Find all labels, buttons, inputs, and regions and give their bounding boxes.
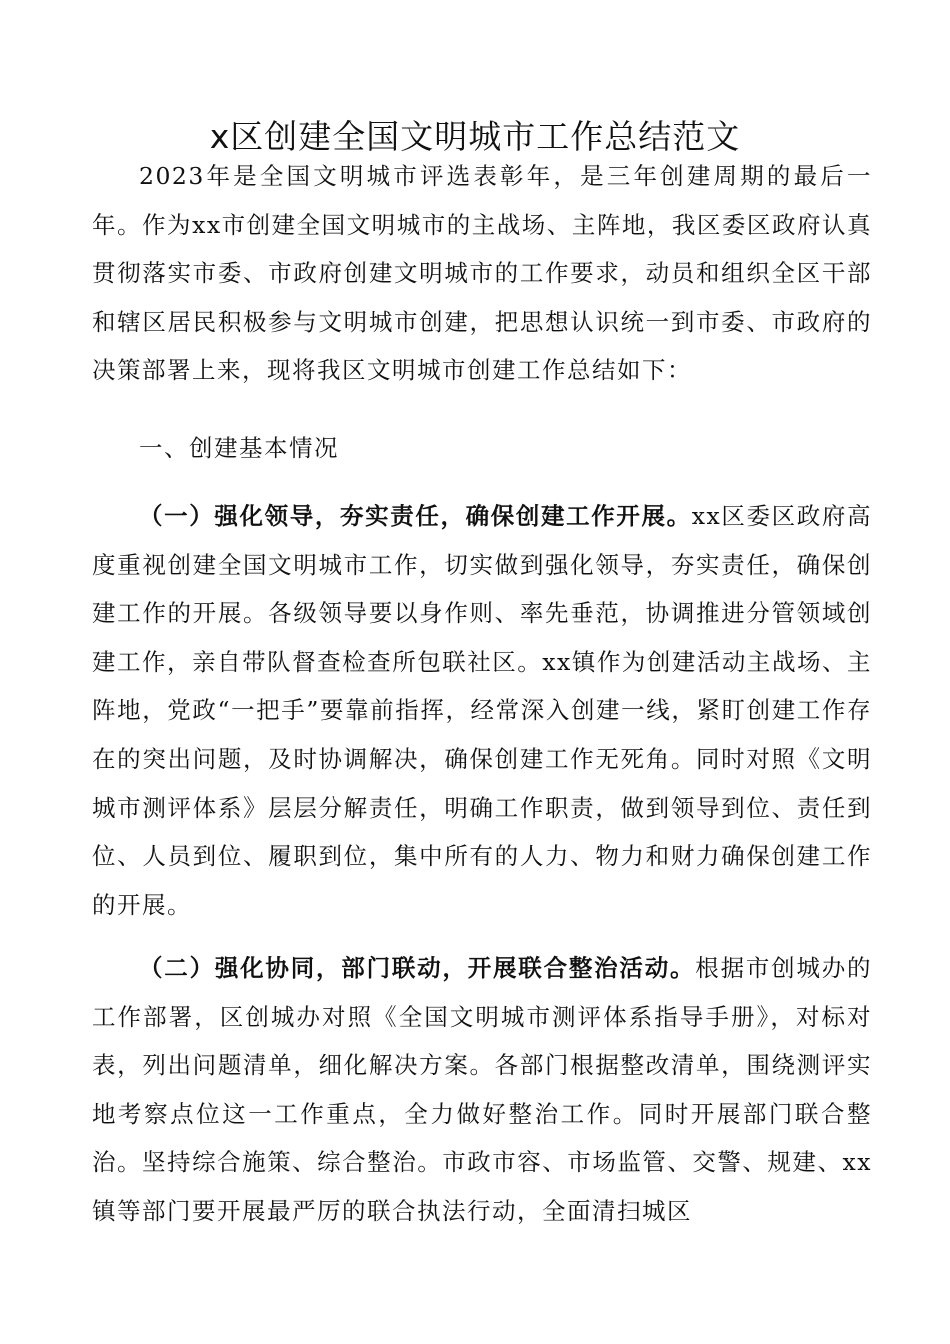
paragraph-leadership-lead: （一）强化领导，夯实责任，确保创建工作开展。 bbox=[139, 502, 692, 530]
section-heading-basic-situation: 一、创建基本情况 bbox=[139, 434, 339, 462]
document-title: x区创建全国文明城市工作总结范文 bbox=[209, 117, 741, 156]
intro-paragraph: 2023年是全国文明城市评选表彰年，是三年创建周期的最后一年。作为xx市创建全国文明城市的主战场、主阵地，我区委区政府认真贯彻落实市委、市政府创建文明城市的工作要求，动员和组织全区干部和辖区居民积极参与文明城市创建，把思想认识统一到市委、市政府的决策部署上来，现将我区文明城市创建工作总结如下： bbox=[92, 162, 872, 385]
paragraph-coordination-text: 根据市创城办的工作部署，区创城办对照《全国文明城市测评体系指导手册》，对标对表，列出问题清单，细化解决方案。各部门根据整改清单，围绕测评实地考察点位这一工作重点，全力做好整治工作。同时开展部门联合整治。坚持综合施策、综合整治。市政市容、市场监管、交警、规建、xx镇等部门要开展最严厉的联合执法行动，全面清扫城区 bbox=[92, 954, 873, 1225]
paragraph-leadership bbox=[92, 492, 872, 929]
paragraph-leadership-text: xx区委区政府高度重视创建全国文明城市工作，切实做到强化领导，夯实责任，确保创建工作的开展。各级领导要以身作则、率先垂范，协调推进分管领域创建工作，亲自带队督查检查所包联社区。xx镇作为创建活动主战场、主阵地，党政“一把手”要靠前指挥，经常深入创建一线，紧盯创建工作存在的突出问题，及时协调解决，确保创建工作无死角。同时对照《文明城市测评体系》层层分解责任，明确工作职责，做到领导到位、责任到位、人员到位、履职到位，集中所有的人力、物力和财力确保创建工作的开展。 bbox=[92, 502, 873, 919]
paragraph-coordination bbox=[92, 944, 872, 1236]
paragraph-coordination-lead: （二）强化协同，部门联动，开展联合整治活动。 bbox=[139, 954, 696, 982]
